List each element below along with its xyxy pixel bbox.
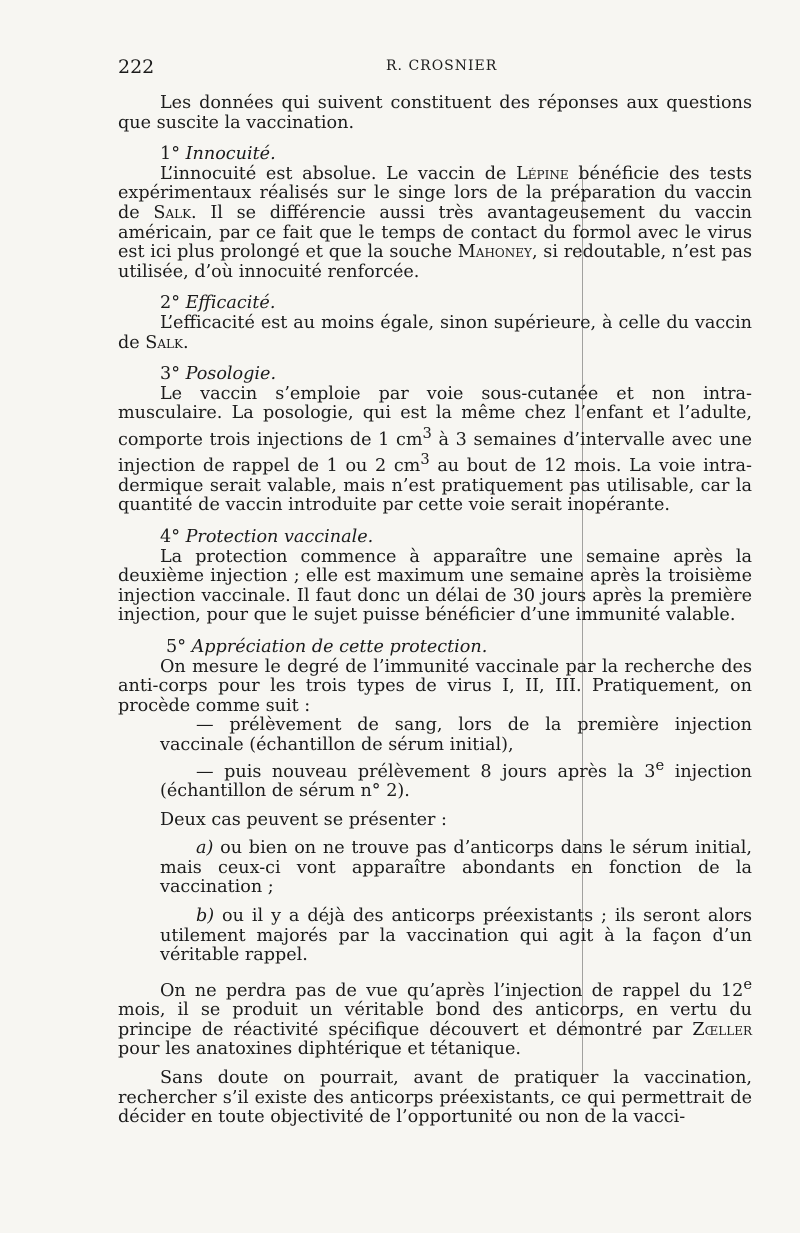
case-label: a) — [196, 838, 214, 859]
person-name: Salk — [145, 332, 183, 353]
paragraph-deux-cas: Deux cas peuvent se présenter : — [160, 809, 447, 830]
superscript: 3 — [420, 451, 430, 469]
section-heading-efficacite — [118, 294, 752, 314]
section-title: Appréciation de cette protection. — [191, 636, 488, 657]
text-run: ou bien on ne trouve pas d’anticorps dans le sérum initial, mais ceux-ci vont apparaître abondants en fonction de la vaccination ; — [160, 838, 752, 898]
person-name: Lépine — [516, 163, 569, 184]
paragraph-rappel — [118, 975, 752, 1060]
section-number: 2° — [160, 293, 180, 314]
running-header — [118, 56, 758, 78]
superscript: 3 — [422, 424, 432, 442]
section-heading-posologie — [118, 365, 752, 385]
strain-name: Mahoney — [457, 242, 532, 263]
text-run: Le vaccin s’emploie par voie sous-cutanée et non intra-musculaire. La posologie, qui est la même chez l’enfant et l’adulte, comporte trois injections de 1 cm — [118, 383, 752, 450]
section-number: 3° — [160, 364, 180, 385]
superscript: e — [743, 975, 752, 993]
section-number: 4° — [160, 527, 180, 547]
text-run: L’innocuité est absolue. Le vaccin de — [160, 163, 517, 184]
paragraph-appreciation: On mesure le degré de l’immunité vaccinale par la recherche des anti-corps pour les trois types de virus I, II, III. Pratiquement, on procède comme suit : — [118, 656, 752, 716]
text-run: au bout de 12 mois. La voie intra-dermique serait valable, mais n’est pratiquement pas utilisable, car la quantité de vaccin introduite par cette voie serait inopérante. — [118, 456, 752, 516]
running-header-author: R. CROSNIER — [386, 58, 498, 74]
case-b — [118, 907, 752, 966]
superscript: e — [655, 756, 665, 774]
section-number: 1° — [160, 144, 180, 165]
section-title: Innocuité. — [185, 144, 276, 165]
body-text — [118, 94, 752, 1128]
text-run: mois, il se produit un véritable bond des anticorps, en vertu du principe de réactivité spécifique découvert et démontré par — [118, 1000, 752, 1040]
person-name: Zœller — [692, 1019, 752, 1040]
section-heading-appreciation — [118, 638, 752, 658]
paragraph-efficacite — [118, 314, 752, 353]
page-number: 222 — [118, 56, 155, 78]
section-number: 5° — [166, 636, 186, 657]
text-run: ou il y a déjà des anticorps préexistants ; ils seront alors utilement majorés par la vaccination qui agit à la façon d’un véritable rappel. — [160, 905, 752, 966]
text-run: . — [182, 332, 189, 353]
paragraph-innocuite — [118, 165, 752, 283]
section-heading-innocuite — [118, 145, 752, 165]
paragraph-protection: La protection commence à apparaître une semaine après la deuxième injection ; elle est maximum une semaine après la troisième injection vaccinale. Il faut donc un délai de 30 jours après la première injection, pour que le sujet puisse bénéficier d’une immunité valable. — [118, 546, 752, 626]
paragraph-posologie — [118, 385, 752, 516]
text-run: , si redoutable, n’est pas utilisée, d’où innocuité renforcée. — [118, 242, 752, 282]
case-label: b) — [196, 905, 215, 926]
text-run: pour les anatoxines diphtérique et tétanique. — [118, 1039, 522, 1060]
text-run: bénéficie des tests expérimentaux réalisés sur le singe lors de la préparation du vaccin de — [118, 163, 753, 223]
dash-item-1: — prélèvement de sang, lors de la première injection vaccinale (échantillon de sérum initial), — [160, 715, 752, 755]
text-run: . Il se différencie aussi très avantageusement du vaccin américain, par ce fait que le temps de contact du formol avec le virus est ici plus prolongé et que la souche — [118, 202, 752, 263]
text-run: à 3 semaines d’intervalle avec une injection de rappel de 1 ou 2 cm — [118, 429, 752, 477]
intro-paragraph: Les données qui suivent constituent des réponses aux questions que suscite la vaccination. — [118, 93, 752, 133]
section-title: Posologie. — [185, 364, 277, 385]
person-name: Salk — [153, 202, 192, 223]
text-run: On ne perdra pas de vue qu’après l’injection de rappel du 12 — [160, 980, 744, 1001]
text-run: — puis nouveau prélèvement 8 jours après la 3 — [196, 761, 656, 782]
paragraph-sans-doute: Sans doute on pourrait, avant de pratiquer la vaccination, rechercher s’il existe des anticorps préexistants, ce qui permettrait de décider en toute objectivité de l’opportunité ou non de la vacci- — [118, 1067, 752, 1128]
section-title: Protection vaccinale. — [185, 527, 374, 547]
case-a — [118, 839, 752, 898]
section-heading-protection — [118, 528, 752, 548]
text-run: injection (échantillon de sérum n° 2). — [160, 761, 752, 801]
section-title: Efficacité. — [185, 293, 276, 314]
text-run: L’efficacité est au moins égale, sinon supérieure, à celle du vaccin de — [118, 312, 752, 353]
dash-item-2 — [118, 756, 752, 802]
